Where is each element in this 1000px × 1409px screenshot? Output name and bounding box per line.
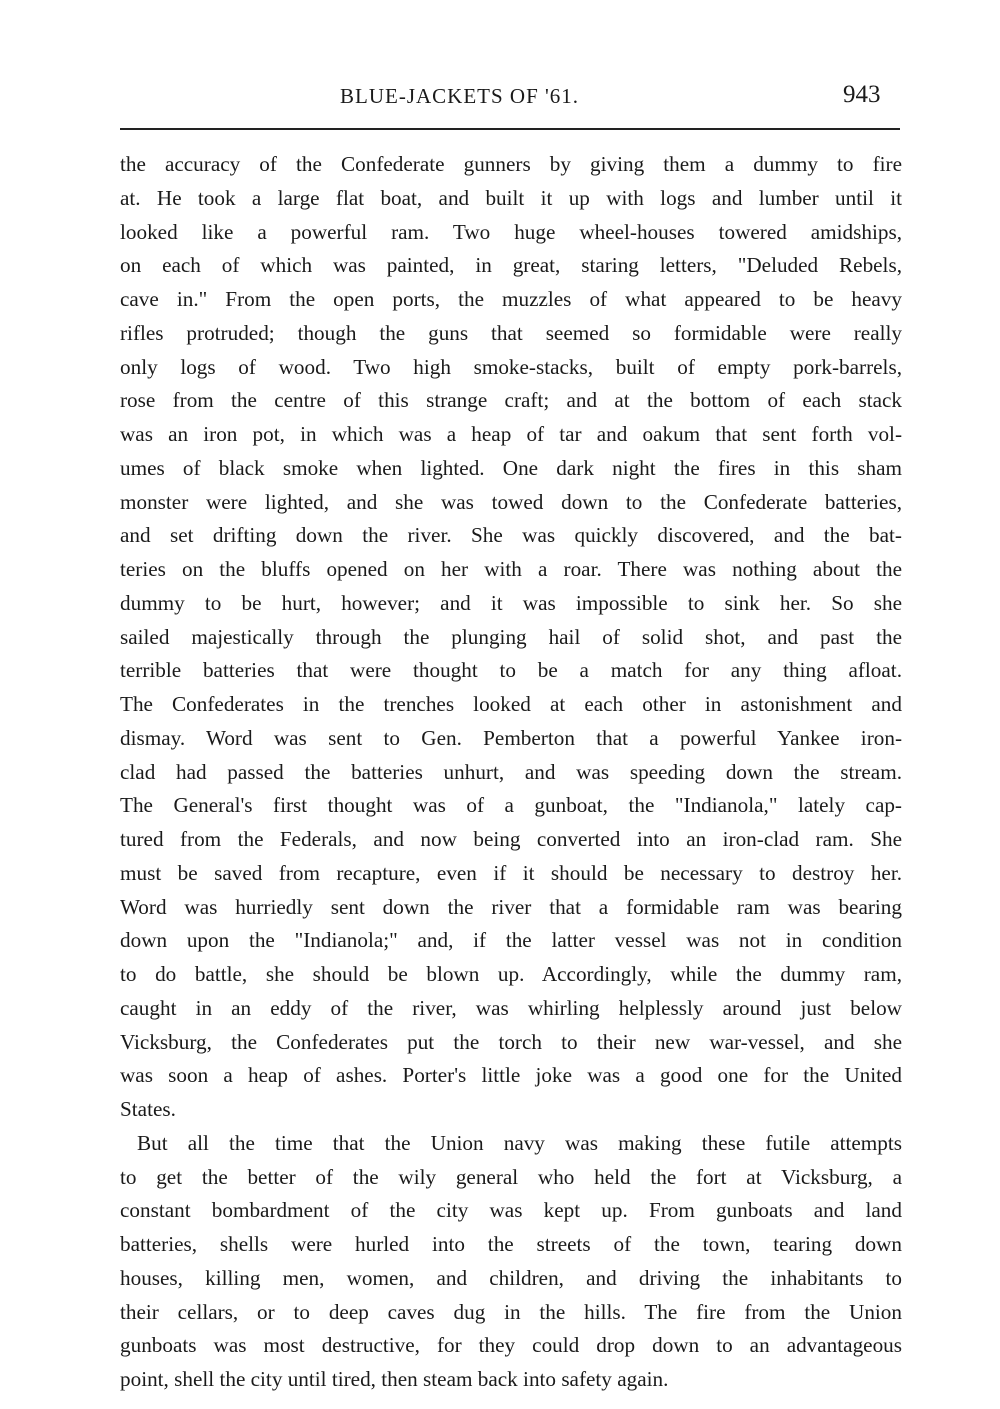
running-header: BLUE-JACKETS OF '61. bbox=[340, 84, 580, 108]
text-line: The Confederates in the trenches looked at each other in astonishment and bbox=[120, 692, 902, 716]
text-line: States. bbox=[120, 1097, 176, 1121]
text-line: to get the better of the wily general who held the fort at Vicksburg, a bbox=[120, 1164, 902, 1189]
text-line: Vicksburg, the Confederates put the torch to their new war-vessel, and she bbox=[120, 1029, 902, 1054]
text-line: rose from the centre of this strange craft; and at the bottom of each stack bbox=[120, 388, 902, 413]
page-number: 943 bbox=[843, 81, 881, 108]
text-line: The General's first thought was of a gunboat, the "Indianola," lately cap- bbox=[120, 793, 902, 818]
text-line: sailed majestically through the plunging hail of solid shot, and past the bbox=[120, 624, 902, 649]
text-line: the accuracy of the Confederate gunners by giving them a dummy to fire bbox=[120, 152, 902, 176]
body-text bbox=[120, 148, 902, 1397]
text-line: was soon a heap of ashes. Porter's little joke was a good one for the United bbox=[120, 1063, 902, 1088]
text-line: gunboats was most destructive, for they could drop down to an advantageous bbox=[120, 1333, 902, 1358]
text-line: dummy to be hurt, however; and it was impossible to sink her. So she bbox=[120, 590, 902, 615]
text-line: their cellars, or to deep caves dug in the hills. The fire from the Union bbox=[120, 1299, 902, 1324]
text-line: cave in." From the open ports, the muzzles of what appeared to be heavy bbox=[120, 287, 902, 311]
text-line: Word was hurriedly sent down the river that a formidable ram was bearing bbox=[120, 894, 902, 919]
text-line: terrible batteries that were thought to be a match for any thing afloat. bbox=[120, 658, 902, 683]
text-line: down upon the "Indianola;" and, if the latter vessel was not in condition bbox=[120, 928, 902, 953]
text-line: was an iron pot, in which was a heap of tar and oakum that sent forth vol- bbox=[120, 422, 902, 446]
text-line: rifles protruded; though the guns that seemed so formidable were really bbox=[120, 320, 902, 345]
text-line: on each of which was painted, in great, staring letters, "Deluded Rebels, bbox=[120, 253, 902, 278]
text-line: houses, killing men, women, and children, and driving the inhabitants to bbox=[120, 1265, 902, 1290]
text-line: caught in an eddy of the river, was whirling helplessly around just below bbox=[120, 995, 902, 1020]
text-line: and set drifting down the river. She was quickly discovered, and the bat- bbox=[120, 523, 902, 548]
text-line: tured from the Federals, and now being converted into an iron-clad ram. She bbox=[120, 827, 902, 851]
text-line: dismay. Word was sent to Gen. Pemberton that a powerful Yankee iron- bbox=[120, 725, 902, 750]
text-line: to do battle, she should be blown up. Accordingly, while the dummy ram, bbox=[120, 962, 902, 986]
text-line: monster were lighted, and she was towed down to the Confederate batteries, bbox=[120, 489, 902, 514]
text-line: umes of black smoke when lighted. One dark night the fires in this sham bbox=[120, 455, 902, 480]
text-line: must be saved from recapture, even if it should be necessary to destroy her. bbox=[120, 860, 902, 885]
header-rule bbox=[120, 128, 900, 130]
text-line: batteries, shells were hurled into the streets of the town, tearing down bbox=[120, 1232, 902, 1256]
text-line: clad had passed the batteries unhurt, and was speeding down the stream. bbox=[120, 759, 902, 784]
text-line: looked like a powerful ram. Two huge wheel-houses towered amidships, bbox=[120, 219, 902, 244]
text-line: But all the time that the Union navy was making these futile attempts bbox=[137, 1130, 902, 1155]
text-line: only logs of wood. Two high smoke-stacks, built of empty pork-barrels, bbox=[120, 354, 902, 379]
text-line: constant bombardment of the city was kept up. From gunboats and land bbox=[120, 1198, 902, 1223]
text-line: at. He took a large flat boat, and built it up with logs and lumber until it bbox=[120, 185, 902, 210]
text-line: teries on the bluffs opened on her with a roar. There was nothing about the bbox=[120, 557, 902, 581]
text-line: point, shell the city until tired, then steam back into safety again. bbox=[120, 1367, 669, 1391]
